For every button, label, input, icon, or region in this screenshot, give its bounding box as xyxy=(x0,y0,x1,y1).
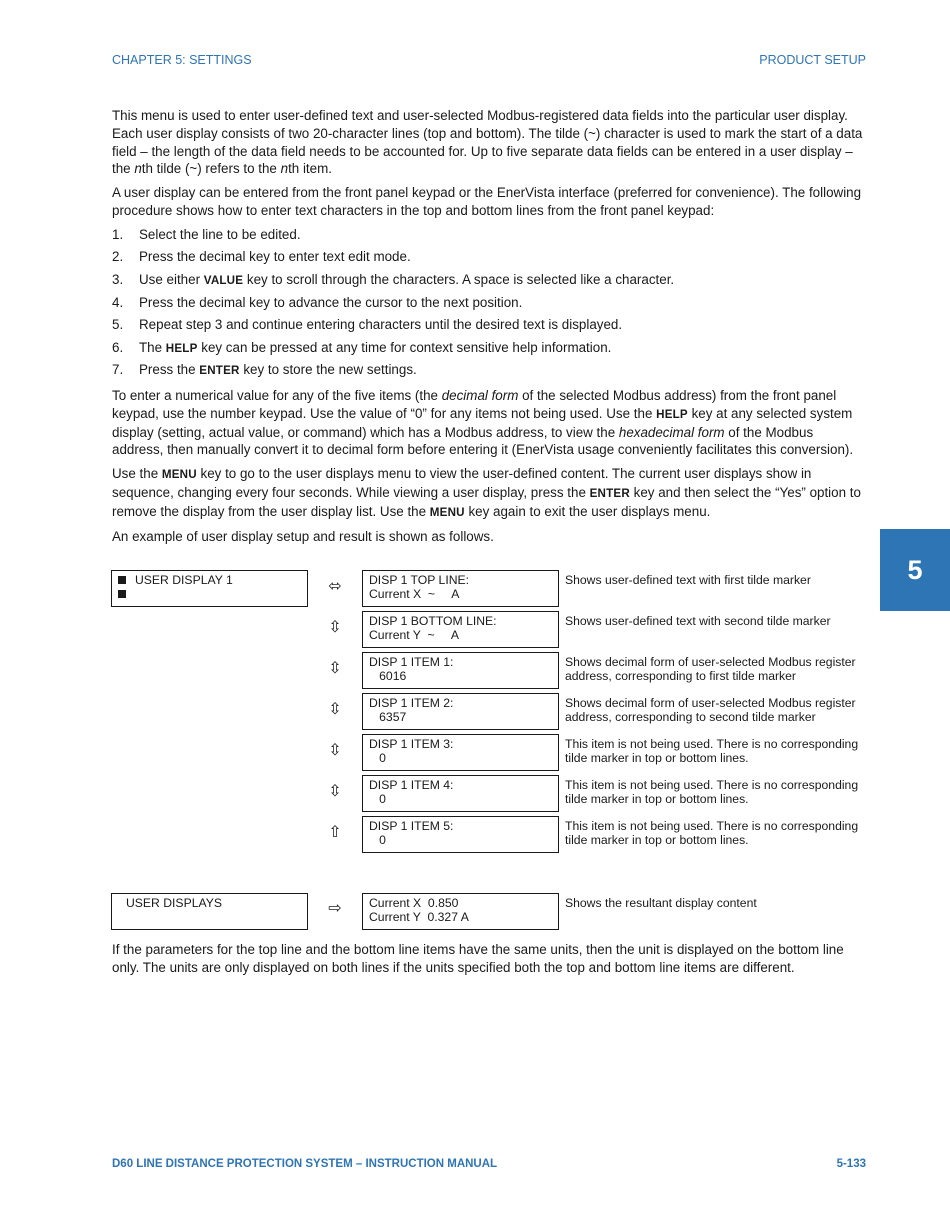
box-line: Current X ~ A xyxy=(369,587,460,601)
text-run: Use either xyxy=(139,271,204,287)
chapter-header: CHAPTER 5: SETTINGS xyxy=(112,53,252,67)
key-name: MENU xyxy=(161,468,197,482)
box-line: DISP 1 TOP LINE: xyxy=(369,573,470,587)
box-line: DISP 1 ITEM 5: xyxy=(369,819,454,833)
intro-paragraph-1 xyxy=(112,107,866,178)
row-description: This item is not being used. There is no corresponding tilde marker in top or bottom lines. xyxy=(565,819,859,847)
text-run: of the selected Modbus address) from the front panel keypad, use the number keypad. Use the value of “0” for any items not being used. Use the xyxy=(112,387,837,421)
row-description: This item is not being used. There is no corresponding tilde marker in top or bottom lines. xyxy=(565,778,859,806)
text-run: key to go to the user displays menu to view the user-defined content. The current user displays show in sequence, changing every four seconds. While viewing a user display, press the xyxy=(112,466,812,500)
section-header: PRODUCT SETUP xyxy=(759,53,866,67)
text-run: Press the xyxy=(139,362,200,378)
box-line: DISP 1 ITEM 4: xyxy=(369,778,454,792)
box-line: 0 xyxy=(369,792,386,806)
row-description: Shows user-defined text with first tilde marker xyxy=(565,573,811,587)
up-arrow-icon: ⇧ xyxy=(328,824,342,841)
list-item xyxy=(112,248,866,271)
menu-square-icon xyxy=(118,576,126,584)
manual-title-footer: D60 LINE DISTANCE PROTECTION SYSTEM – INSTRUCTION MANUAL xyxy=(112,1158,498,1170)
row-description: This item is not being used. There is no corresponding tilde marker in top or bottom lines. xyxy=(565,737,859,765)
row-description: Shows user-defined text with second tilde marker xyxy=(565,614,831,628)
result-display-box xyxy=(362,893,559,930)
box-line: DISP 1 ITEM 1: xyxy=(369,655,454,669)
box-line: Current Y ~ A xyxy=(369,628,459,642)
disp-item-3-box xyxy=(362,734,559,771)
step-number: 2. xyxy=(112,249,124,265)
box-line: 0 xyxy=(369,833,386,847)
key-name: HELP xyxy=(656,407,688,421)
double-arrow-vertical-icon: ⇳ xyxy=(328,660,342,677)
italic-text: decimal form xyxy=(441,387,519,403)
procedure-steps xyxy=(112,226,866,384)
step-text xyxy=(139,361,417,380)
step-number: 1. xyxy=(112,226,124,242)
text-run: key and then select the “Yes” option to remove the display from the user display list. Use the xyxy=(112,484,861,519)
menu-usage-paragraph xyxy=(112,465,866,521)
user-display-1-box xyxy=(111,570,308,607)
italic-n: n xyxy=(134,161,142,177)
key-name: VALUE xyxy=(203,273,244,287)
step-number: 5. xyxy=(112,317,124,333)
menu-square-icon xyxy=(118,590,126,598)
list-item xyxy=(112,316,866,339)
double-arrow-vertical-icon: ⇳ xyxy=(328,742,342,759)
text-run: of the Modbus address, then manually convert it to decimal form before entering it (EnerVista usage conveniently facilitates this conversion). xyxy=(112,424,854,458)
text-run: key at any selected system display (setting, actual value, or command) which has a Modbus address, to view the xyxy=(112,405,853,440)
box-line: DISP 1 ITEM 3: xyxy=(369,737,454,751)
list-item xyxy=(112,294,866,317)
step-text: Repeat step 3 and continue entering characters until the desired text is displayed. xyxy=(139,317,623,333)
text-run: key can be pressed at any time for context sensitive help information. xyxy=(197,339,612,355)
disp-item-5-box xyxy=(362,816,559,853)
list-item xyxy=(112,361,866,384)
text-run: key to store the new settings. xyxy=(239,362,417,378)
example-intro: An example of user display setup and result is shown as follows. xyxy=(112,528,494,544)
box-line: 0 xyxy=(369,751,386,765)
double-arrow-vertical-icon: ⇳ xyxy=(328,619,342,636)
closing-paragraph: If the parameters for the top line and the bottom line items have the same units, then the unit is displayed on the bottom line only. The units are only displayed on both lines if the units specified both the top and bottom line items are different. xyxy=(112,942,844,975)
box-line: 6357 xyxy=(369,710,407,724)
intro-paragraph-2: A user display can be entered from the front panel keypad or the EnerVista interface (preferred for convenience). The following procedure shows how to enter text characters in the top and bottom lines from the front panel keypad: xyxy=(112,185,862,218)
list-item xyxy=(112,339,866,362)
text-run: To enter a numerical value for any of the five items (the xyxy=(112,387,442,403)
step-text: Select the line to be edited. xyxy=(139,226,301,242)
key-name: MENU xyxy=(429,505,465,519)
text-run: th item. xyxy=(288,161,332,177)
text-run: key again to exit the user displays menu. xyxy=(464,503,711,519)
row-description: Shows the resultant display content xyxy=(565,896,757,910)
italic-n: n xyxy=(280,161,289,177)
box-line: Current Y 0.327 A xyxy=(369,910,469,924)
box-line: DISP 1 BOTTOM LINE: xyxy=(369,614,497,628)
row-description: Shows decimal form of user-selected Modbus register address, corresponding to second tilde marker xyxy=(565,696,856,724)
step-number: 7. xyxy=(112,362,124,378)
double-arrow-vertical-icon: ⇳ xyxy=(328,783,342,800)
list-item xyxy=(112,271,866,294)
text-run: This menu is used to enter user-defined text and user-selected Modbus-registered data fields into the particular user display. Each user display consists of two 20-character lines (top and bottom). The tilde (~) character is used to mark the start of a data field – the length of the data field needs to be accounted for. Up to five separate data fields can be entered in a user display – the xyxy=(112,108,863,177)
box-line: DISP 1 ITEM 2: xyxy=(369,696,454,710)
double-arrow-horizontal-icon: ⬄ xyxy=(328,578,342,595)
row-description: Shows decimal form of user-selected Modbus register address, corresponding to first tilde marker xyxy=(565,655,856,683)
right-arrow-icon: ⇨ xyxy=(328,900,342,917)
key-name: HELP xyxy=(165,341,198,355)
text-run: Use the xyxy=(112,466,162,482)
disp-top-line-box xyxy=(362,570,559,607)
step-number: 3. xyxy=(112,271,124,287)
user-displays-box: USER DISPLAYS xyxy=(111,893,308,930)
text-run: th tilde (~) refers to the xyxy=(141,161,281,177)
key-name: ENTER xyxy=(589,486,630,500)
disp-item-1-box xyxy=(362,652,559,689)
box-line: Current X 0.850 xyxy=(369,896,459,910)
text-run: key to scroll through the characters. A space is selected like a character. xyxy=(243,271,675,287)
step-number: 6. xyxy=(112,339,124,355)
key-name: ENTER xyxy=(199,364,240,378)
box-line: USER DISPLAY 1 xyxy=(135,573,233,587)
main-text xyxy=(112,107,866,551)
italic-text: hexadecimal form xyxy=(618,424,725,440)
step-text xyxy=(139,339,611,358)
box-line: 6016 xyxy=(369,669,407,683)
page-number: 5-133 xyxy=(836,1158,866,1170)
text-run: The xyxy=(139,339,166,355)
step-text: Press the decimal key to advance the cursor to the next position. xyxy=(139,294,523,310)
double-arrow-vertical-icon: ⇳ xyxy=(328,701,342,718)
disp-bottom-line-box xyxy=(362,611,559,648)
numeric-entry-paragraph xyxy=(112,387,866,459)
step-text xyxy=(139,271,674,290)
step-text: Press the decimal key to enter text edit mode. xyxy=(139,249,411,265)
disp-item-4-box xyxy=(362,775,559,812)
chapter-side-tab: 5 xyxy=(880,529,950,611)
step-number: 4. xyxy=(112,294,124,310)
disp-item-2-box xyxy=(362,693,559,730)
list-item xyxy=(112,226,866,249)
